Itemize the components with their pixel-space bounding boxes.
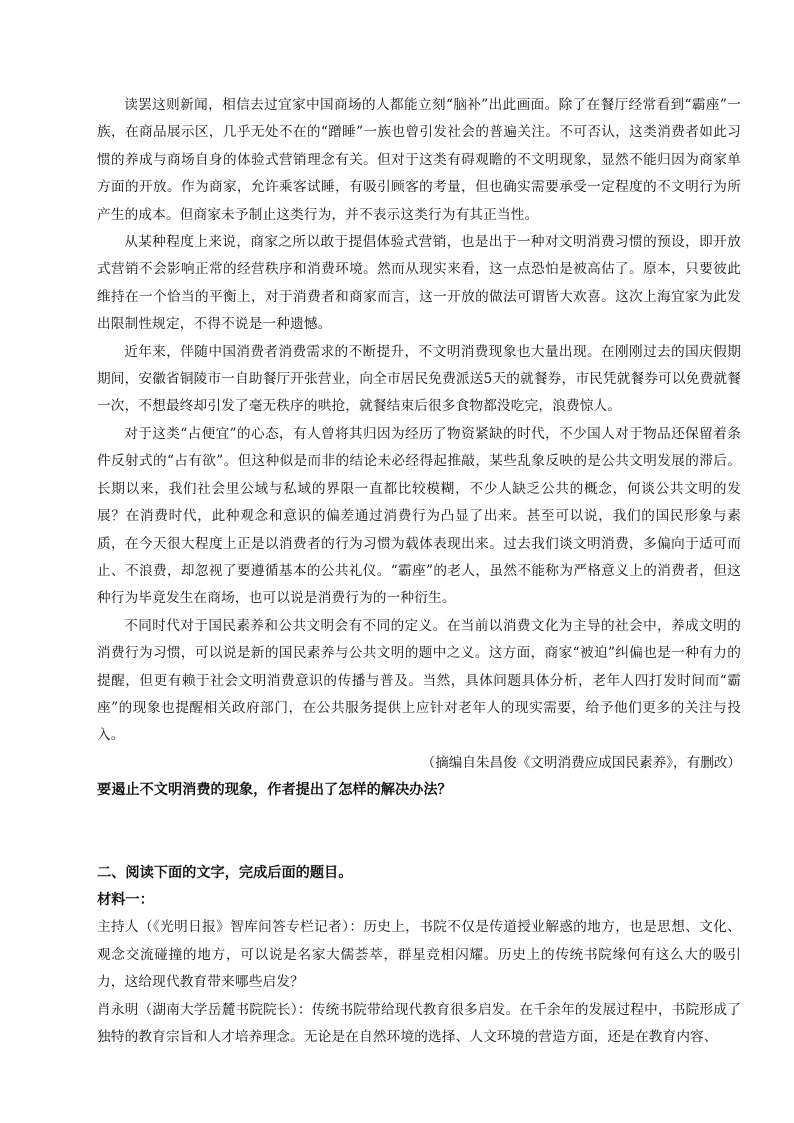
- article-paragraph-3: 近年来，伴随中国消费者消费需求的不断提升，不文明消费现象也大量出现。在刚刚过去的国庆假期期间，安徽省铜陵市一自助餐厅开张营业，向全市居民免费派送5天的就餐券，市民凭就餐券可以免费就餐一次，不想最终却引发了毫无秩序的哄抢，就餐结束后很多食物都没吃完，浪费惊人。: [97, 343, 741, 415]
- section-2-title: 二、阅读下面的文字，完成后面的题目。: [97, 864, 353, 881]
- dialog-host: [97, 914, 741, 996]
- dialog-text-host: 历史上，书院不仅是传道授业解惑的地方，也是思想、文化、观念交流碰撞的地方，可以说是名家大儒荟萃，群星竞相闪耀。历史上的传统书院缘何有这么大的吸引力，这给现代教育带来哪些启发？: [97, 919, 741, 991]
- dialog-speaker-guest: 肖永明（湖南大学岳麓书院院长）：: [97, 1001, 312, 1018]
- dialog-guest: [97, 997, 741, 1052]
- article-paragraph-5: 不同时代对于国民素养和公共文明会有不同的定义。在当前以消费文化为主导的社会中，养成文明的消费行为习惯，可以说是新的国民素养与公共文明的题中之义。这方面，商家“被迫”纠偏也是一种有力的提醒，但更有赖于社会文明消费意识的传播与普及。当然，具体问题具体分析，老年人四打发时间而“霸座”的现象也提醒相关政府部门，在公共服务提供上应针对老年人的现实需要，给予他们更多的关注与投入。: [97, 617, 741, 744]
- answer-space: [97, 805, 741, 860]
- material-1-label: 材料一：: [97, 891, 154, 908]
- dialog-speaker-host: 主持人（《光明日报》智库问答专栏记者）：: [97, 919, 364, 936]
- article-paragraph-1: 读罢这则新闻，相信去过宜家中国商场的人都能立刻“脑补”出此画面。除了在餐厅经常看到“霸座”一族，在商品展示区，几乎无处不在的“蹭睡”一族也曾引发社会的普遍关注。不可否认，这类消费者如此习惯的养成与商场自身的体验式营销理念有关。但对于这类有碍观瞻的不文明现象，显然不能归因为商家单方面的开放。作为商家，允许乘客试睡，有吸引顾客的考量，但也确实需要承受一定程度的不文明行为所产生的成本。但商家未予制止这类行为，并不表示这类行为有其正当性。: [97, 97, 741, 223]
- document-content: [97, 92, 741, 1051]
- article-paragraph-2: 从某种程度上来说，商家之所以敢于提倡体验式营销，也是出于一种对文明消费习惯的预设，即开放式营销不会影响正常的经营秩序和消费环境。然而从现实来看，这一点恐怕是被高估了。原本，只要彼此维持在一个恰当的平衡上，对于消费者和商家而言，这一开放的做法可谓皆大欢喜。这次上海宜家为此发出限制性规定，不得不说是一种遗憾。: [97, 234, 741, 333]
- dialog-text-guest: 传统书院带给现代教育很多启发。在千余年的发展过程中，书院形成了独特的教育宗旨和人才培养理念。无论是在自然环境的选择、人文环境的营造方面，还是在教育内容、: [97, 1001, 741, 1045]
- article-paragraph-4: 对于这类“占便宜”的心态，有人曾将其归因为经历了物资紧缺的时代，不少国人对于物品还保留着条件反射式的“占有欲”。但这种似是而非的结论未必经得起推敲，某些乱象反映的是公共文明发展的滞后。长期以来，我们社会里公域与私域的界限一直都比较模糊，不少人缺乏公共的概念，何谈公共文明的发展？在消费时代，此种观念和意识的偏差通过消费行为凸显了出来。甚至可以说，我们的国民形象与素质，在今天很大程度上正是以消费者的行为习惯为载体表现出来。过去我们谈文明消费，多偏向于适可而止、不浪费，却忽视了要遵循基本的公共礼仪。“霸座”的老人，虽然不能称为严格意义上的消费者，但这种行为毕竟发生在商场，也可以说是消费行为的一种衍生。: [97, 425, 741, 607]
- question-text: 要遏止不文明消费的现象，作者提出了怎样的解决办法？: [97, 782, 452, 799]
- article-source: （摘编自朱昌俊《文明消费应成国民素养》，有删改）: [421, 754, 741, 771]
